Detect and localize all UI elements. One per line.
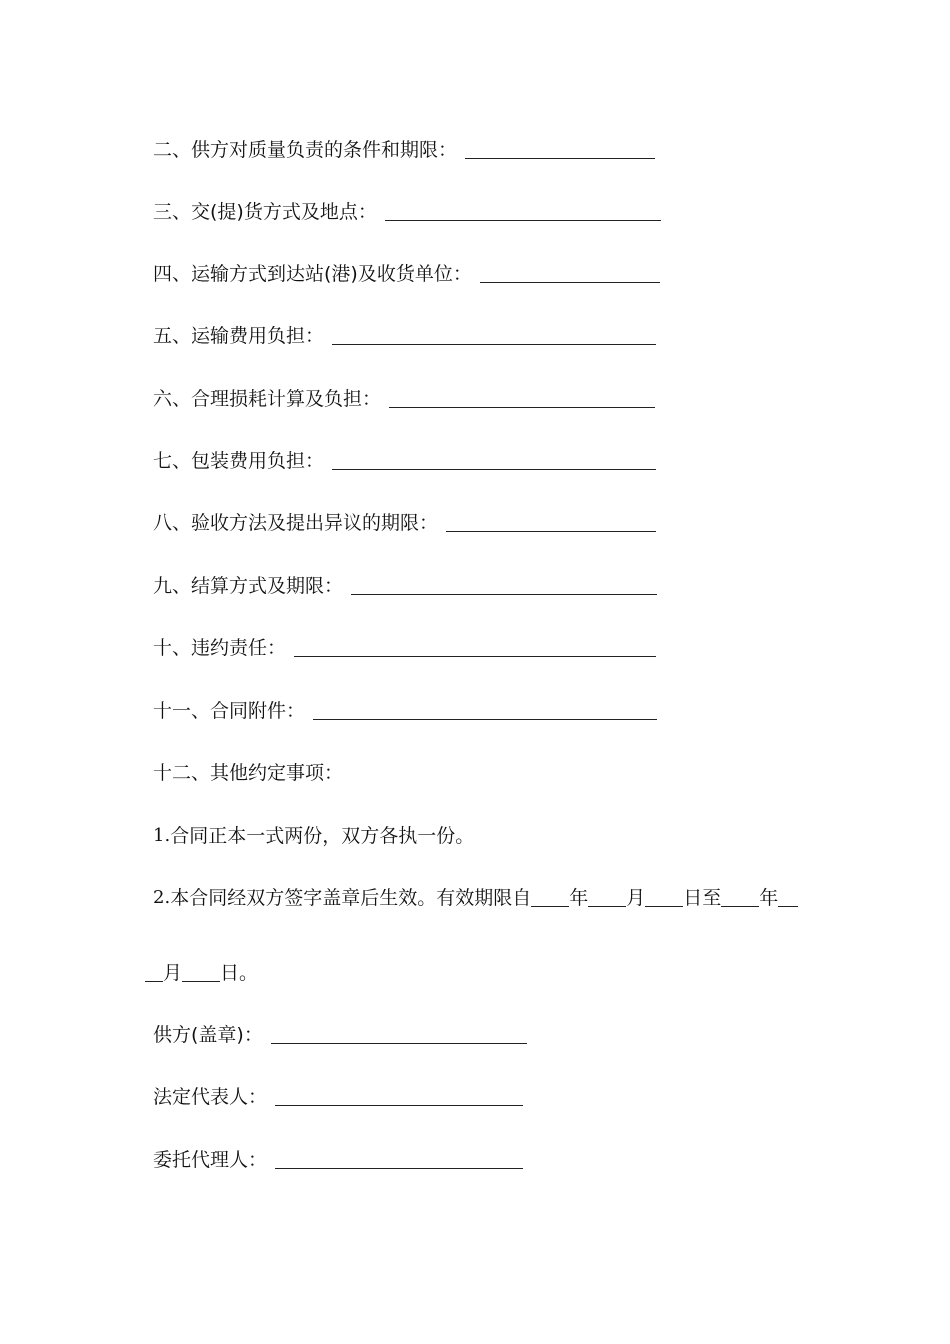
fill-blank[interactable] (465, 138, 655, 159)
month-label: 月 (626, 887, 646, 909)
clause-label: 二、供方对质量负责的条件和期限： (153, 139, 458, 161)
signature-agent (153, 1147, 523, 1173)
clause-other-terms (153, 760, 343, 786)
term-2 (153, 885, 798, 911)
term-2-continued (145, 960, 258, 986)
fill-blank[interactable] (294, 636, 656, 657)
signature-label: 供方(盖章)： (153, 1024, 263, 1046)
clause-delivery-method (153, 199, 661, 225)
clause-transport-destination (153, 261, 660, 287)
signature-supplier-seal (153, 1022, 527, 1048)
term-number: 1. (153, 825, 171, 846)
fill-blank[interactable] (446, 511, 656, 532)
clause-acceptance-method (153, 510, 656, 536)
clause-quality-liability (153, 137, 655, 163)
fill-blank[interactable] (351, 574, 657, 595)
clause-loss-calculation (153, 386, 655, 412)
fill-blank[interactable] (480, 262, 660, 283)
clause-label: 九、结算方式及期限： (153, 575, 344, 597)
clause-label: 三、交(提)货方式及地点： (153, 201, 377, 223)
start-month-blank[interactable] (588, 886, 626, 907)
day-to-label: 日至 (683, 887, 722, 909)
clause-breach-liability (153, 635, 656, 661)
clause-label: 十一、合同附件： (153, 700, 306, 722)
end-month-blank[interactable] (778, 886, 798, 907)
year-label: 年 (569, 887, 589, 909)
fill-blank[interactable] (332, 324, 656, 345)
signature-label: 法定代表人： (153, 1086, 268, 1108)
clause-label: 六、合理损耗计算及负担： (153, 388, 382, 410)
fill-blank[interactable] (389, 387, 655, 408)
clause-label: 八、验收方法及提出异议的期限： (153, 512, 439, 534)
fill-blank[interactable] (313, 699, 657, 720)
start-day-blank[interactable] (645, 886, 683, 907)
month-label: 月 (163, 962, 183, 984)
term-text: 本合同经双方签字盖章后生效。有效期限自 (170, 887, 532, 909)
end-day-blank[interactable] (182, 961, 220, 982)
fill-blank[interactable] (275, 1148, 523, 1169)
fill-blank[interactable] (271, 1023, 527, 1044)
clause-transport-cost (153, 323, 656, 349)
term-1 (153, 823, 474, 849)
signature-label: 委托代理人： (153, 1149, 268, 1171)
fill-blank[interactable] (332, 449, 656, 470)
term-text: 合同正本一式两份，双方各执一份。 (170, 825, 475, 847)
signature-legal-rep (153, 1084, 523, 1110)
clause-attachments (153, 698, 657, 724)
term-number: 2. (153, 887, 171, 908)
clause-settlement (153, 573, 657, 599)
clause-label: 七、包装费用负担： (153, 450, 325, 472)
start-year-blank[interactable] (531, 886, 569, 907)
fill-blank[interactable] (385, 200, 661, 221)
clause-label: 十、违约责任： (153, 637, 287, 659)
clause-label: 四、运输方式到达站(港)及收货单位： (153, 263, 472, 285)
clause-label: 五、运输费用负担： (153, 325, 325, 347)
clause-heading: 十二、其他约定事项： (153, 762, 344, 784)
fill-blank[interactable] (275, 1085, 523, 1106)
end-year-blank[interactable] (721, 886, 759, 907)
day-end-label: 日。 (220, 962, 259, 984)
clause-packaging-cost (153, 448, 656, 474)
end-month-blank-cont[interactable] (145, 961, 163, 982)
year-label: 年 (759, 887, 779, 909)
